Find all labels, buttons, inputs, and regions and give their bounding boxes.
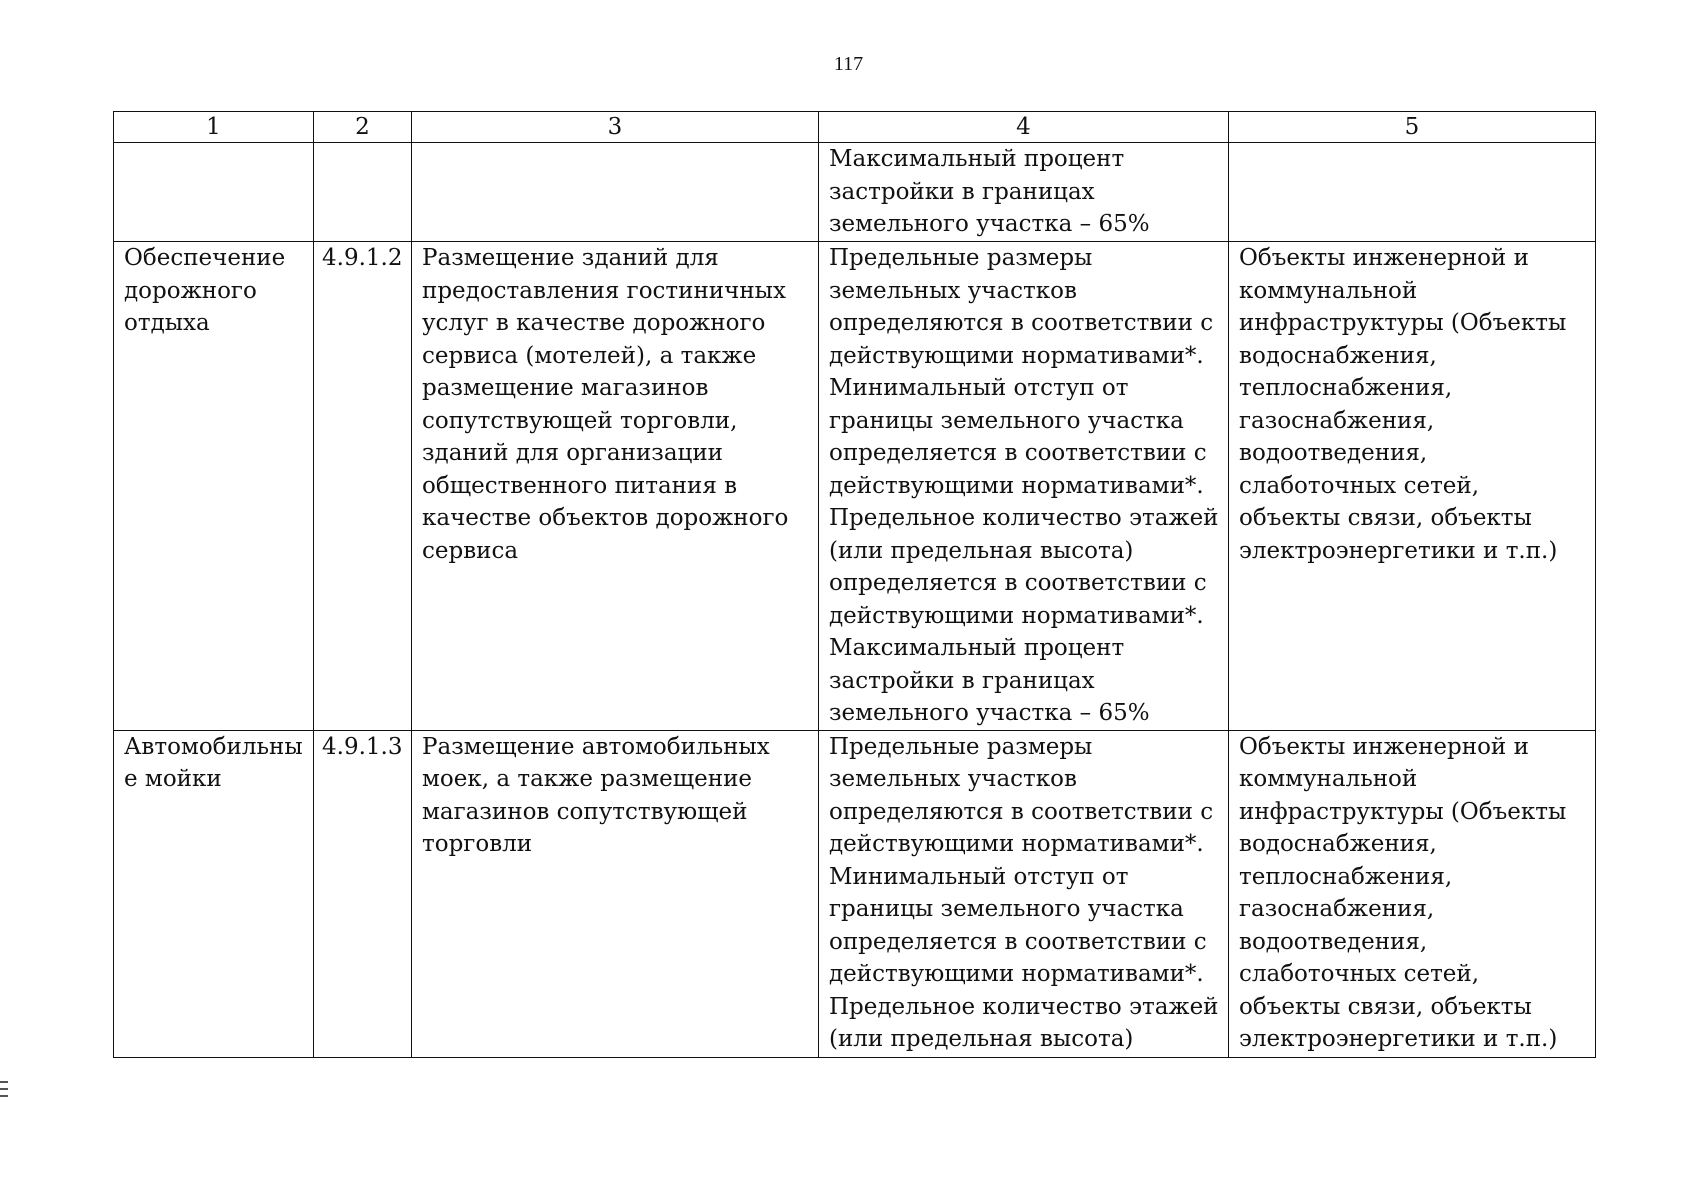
- use-name-cell: Обеспечение дорожного отдыха: [114, 242, 314, 731]
- use-name-cell: Автомобильны е мойки: [114, 730, 314, 1057]
- use-description-cell: [412, 143, 819, 242]
- page-number: 117: [833, 53, 864, 75]
- auxiliary-uses-cell: [1229, 143, 1596, 242]
- column-header-4: 4: [819, 112, 1229, 143]
- table-row: [114, 143, 1596, 242]
- use-code-cell: 4.9.1.2: [314, 242, 412, 731]
- column-header-2: 2: [314, 112, 412, 143]
- use-description-cell: Размещение автомобильных моек, а также размещение магазинов сопутствующей торговли: [412, 730, 819, 1057]
- land-use-table: [113, 111, 1596, 1058]
- use-code-cell: [314, 143, 412, 242]
- table-row: [114, 242, 1596, 731]
- column-header-1: 1: [114, 112, 314, 143]
- table-row: [114, 730, 1596, 1057]
- use-name-cell: [114, 143, 314, 242]
- column-header-3: 3: [412, 112, 819, 143]
- auxiliary-uses-cell: Объекты инженерной и коммунальной инфраструктуры (Объекты водоснабжения, теплоснабжения, газоснабжения, водоотведения, слаботочных сетей, объекты связи, объекты электроэнергетики и т.п.): [1229, 242, 1596, 731]
- column-header-5: 5: [1229, 112, 1596, 143]
- margin-scan-mark: [0, 1081, 8, 1097]
- use-description-cell: Размещение зданий для предоставления гостиничных услуг в качестве дорожного сервиса (мотелей), а также размещение магазинов сопутствующей торговли, зданий для организации общественного питания в качестве объектов дорожного сервиса: [412, 242, 819, 731]
- table-header-row: [114, 112, 1596, 143]
- parameters-cell: Предельные размеры земельных участков определяются в соответствии с действующими нормативами*. Минимальный отступ от границы земельного участка определяется в соответствии с действующими нормативами*. Предельное количество этажей (или предельная высота): [819, 730, 1229, 1057]
- auxiliary-uses-cell: Объекты инженерной и коммунальной инфраструктуры (Объекты водоснабжения, теплоснабжения, газоснабжения, водоотведения, слаботочных сетей, объекты связи, объекты электроэнергетики и т.п.): [1229, 730, 1596, 1057]
- use-code-cell: 4.9.1.3: [314, 730, 412, 1057]
- parameters-cell: Предельные размеры земельных участков определяются в соответствии с действующими нормативами*. Минимальный отступ от границы земельного участка определяется в соответствии с действующими нормативами*. Предельное количество этажей (или предельная высота) определяется в соответствии с действующими нормативами*. Максимальный процент застройки в границах земельного участка – 65%: [819, 242, 1229, 731]
- parameters-cell: Максимальный процент застройки в границах земельного участка – 65%: [819, 143, 1229, 242]
